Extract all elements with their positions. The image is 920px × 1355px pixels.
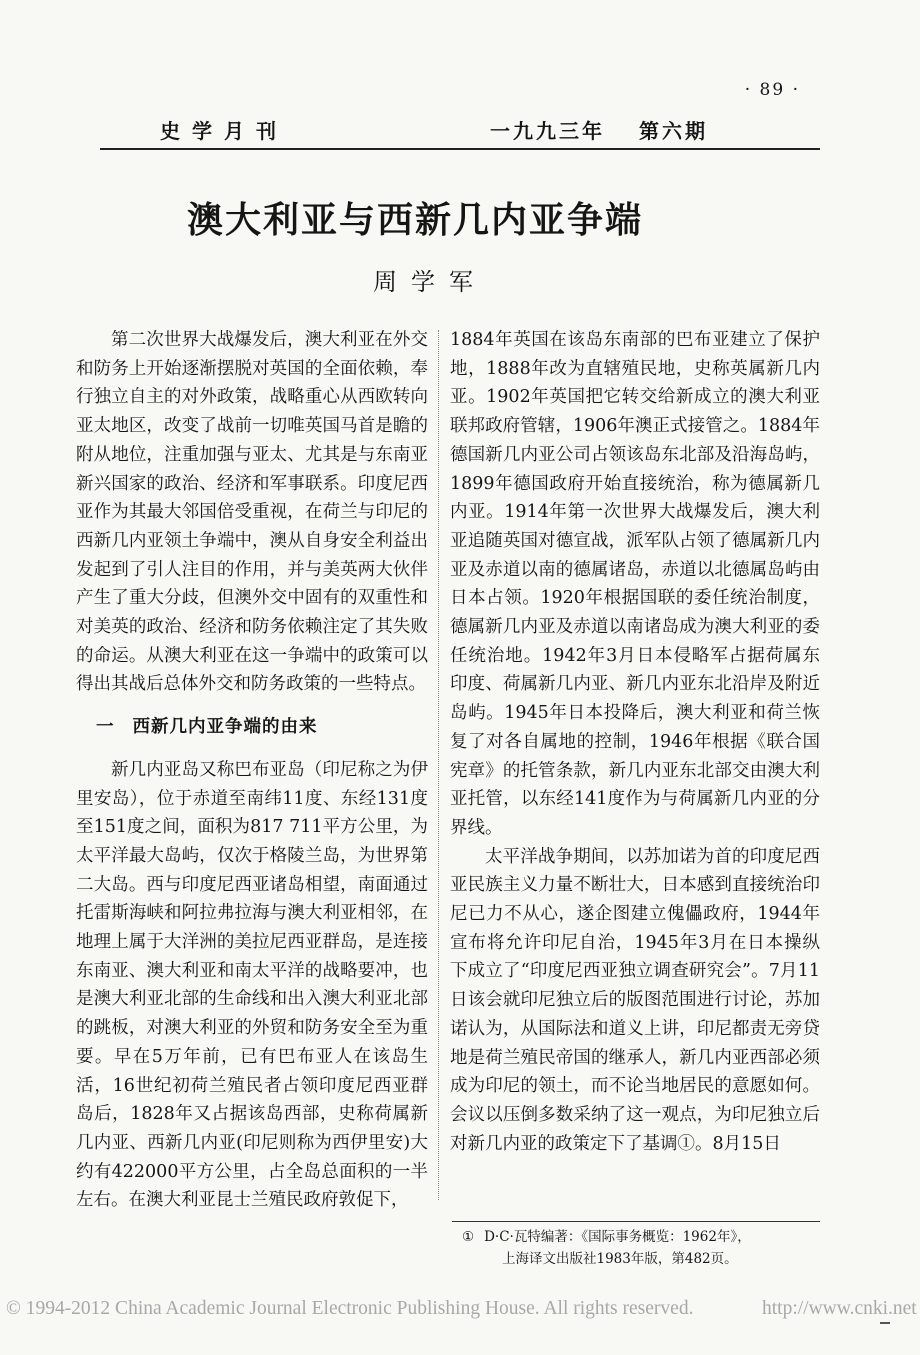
intro-paragraph: 第二次世界大战爆发后，澳大利亚在外交和防务上开始逐渐摆脱对英国的全面依赖，奉行独立自主的对外政策，战略重心从西欧转向亚太地区，改变了战前一切唯英国马首是瞻的附从地位，注重加强与亚太、尤其是与东南亚新兴国家的政治、经济和军事联系。印度尼西亚作为其最大邻国倍受重视，在荷兰与印尼的西新几内亚领土争端中，澳从自身安全利益出发起到了引人注目的作用，并与美英两大伙伴产生了重大分歧，但澳外交中固有的双重性和对美英的政治、经济和防务依赖注定了其失败的命运。从澳大利亚在这一争端中的政策可以得出其战后总体外交和防务政策的一些特点。 bbox=[76, 330, 428, 695]
footnote-rule bbox=[452, 1221, 820, 1222]
footnote-mark: ① bbox=[462, 1229, 475, 1245]
pacific-war-paragraph: 太平洋战争期间，以苏加诺为首的印度尼西亚民族主义力量不断壮大，日本感到直接统治印尼已力不从心，遂企图建立傀儡政府，1944年宣布将允许印尼自治，1945年3月在日本操纵下成立了“印度尼西亚独立调查研究会”。7月11日该会就印尼独立后的版图范围进行讨论，苏加诺认为，从国际法和道义上讲，印尼都责无旁贷地是荷兰殖民帝国的继承人，新几内亚西部必须成为印尼的领土，而不论当地居民的意愿如何。会议以压倒多数采纳了这一观点，为印尼独立后对新几内亚的政策定下了基调①。8月15日 bbox=[450, 846, 820, 1154]
section-number: 一 bbox=[96, 717, 115, 738]
page-number: · 89 · bbox=[744, 80, 800, 100]
footnote-line-2: 上海译文出版社1983年版，第482页。 bbox=[502, 1251, 738, 1267]
corner-mark bbox=[880, 1322, 890, 1324]
article-title: 澳大利亚与西新几内亚争端 bbox=[186, 199, 643, 241]
issue-info bbox=[490, 115, 742, 144]
section-title: 西新几内亚争端的由来 bbox=[132, 717, 318, 738]
section-paragraph: 新几内亚岛又称巴布亚岛（印尼称之为伊里安岛），位于赤道至南纬11度、东经131度至151度之间，面积为817 711平方公里，为太平洋最大岛屿，仅次于格陵兰岛，为世界第二大岛。西与印度尼西亚诸岛相望，南面通过托雷斯海峡和阿拉弗拉海与澳大利亚相邻，在地理上属于大洋洲的美拉尼西亚群岛，是连接东南亚、澳大利亚和南太平洋的战略要冲，也是澳大利亚北部的生命线和出入澳大利亚北部的跳板，对澳大利亚的外贸和防务安全至为重要。早在5万年前，已有巴布亚人在该岛生活，16世纪初荷兰殖民者占领印度尼西亚群岛后，1828年又占据该岛西部，史称荷属新几内亚、西新几内亚(印尼则称为西伊里安)大约有422000平方公里，占全岛总面积的一半左右。在澳大利亚昆士兰殖民政府敦促下， bbox=[76, 759, 428, 1211]
copyright-watermark bbox=[6, 1298, 920, 1320]
column-divider bbox=[438, 330, 439, 1200]
continued-paragraph: 1884年英国在该岛东南部的巴布亚建立了保护地，1888年改为直辖殖民地，史称英属新几内亚。1902年英国把它转交给新成立的澳大利亚联邦政府管辖，1906年澳正式接管之。1884年德国新几内亚公司占领该岛东北部及沿海岛屿，1899年德国政府开始直接统治，称为德属新几内亚。1914年第一次世界大战爆发后，澳大利亚追随英国对德宣战，派军队占领了德属新几内亚及赤道以南的德属诸岛，赤道以北德属岛屿由日本占领。1920年根据国联的委任统治制度，德属新几内亚及赤道以南诸岛成为澳大利亚的委任统治地。1942年3月日本侵略军占据荷属东印度、荷属新几内亚、新几内亚东北沿岸及附近岛屿。1945年日本投降后，澳大利亚和荷兰恢复了对各自属地的控制，1946年根据《联合国宪章》的托管条款，新几内亚东北部交由澳大利亚托管，以东经141度作为与荷属新几内亚的分界线。 bbox=[450, 330, 820, 838]
footnote bbox=[462, 1226, 822, 1270]
footnote-text-1: D·C·瓦特编著：《国际事务概览：1962年》， bbox=[484, 1229, 751, 1245]
right-column bbox=[450, 326, 820, 1158]
issue-number: 第六期 bbox=[639, 119, 708, 143]
header-rule bbox=[100, 148, 820, 150]
copyright-text: © 1994-2012 China Academic Journal Electronic Publishing House. All rights reserved. bbox=[6, 1298, 694, 1319]
section-heading bbox=[76, 713, 428, 742]
footnote-line-1 bbox=[462, 1226, 822, 1248]
left-column bbox=[76, 326, 428, 1215]
article-author: 周学军 bbox=[373, 268, 487, 296]
issue-year: 一九九三年 bbox=[490, 119, 605, 143]
journal-name: 史学月刊 bbox=[160, 119, 288, 143]
cnki-link[interactable]: http://www.cnki.net bbox=[762, 1298, 917, 1319]
